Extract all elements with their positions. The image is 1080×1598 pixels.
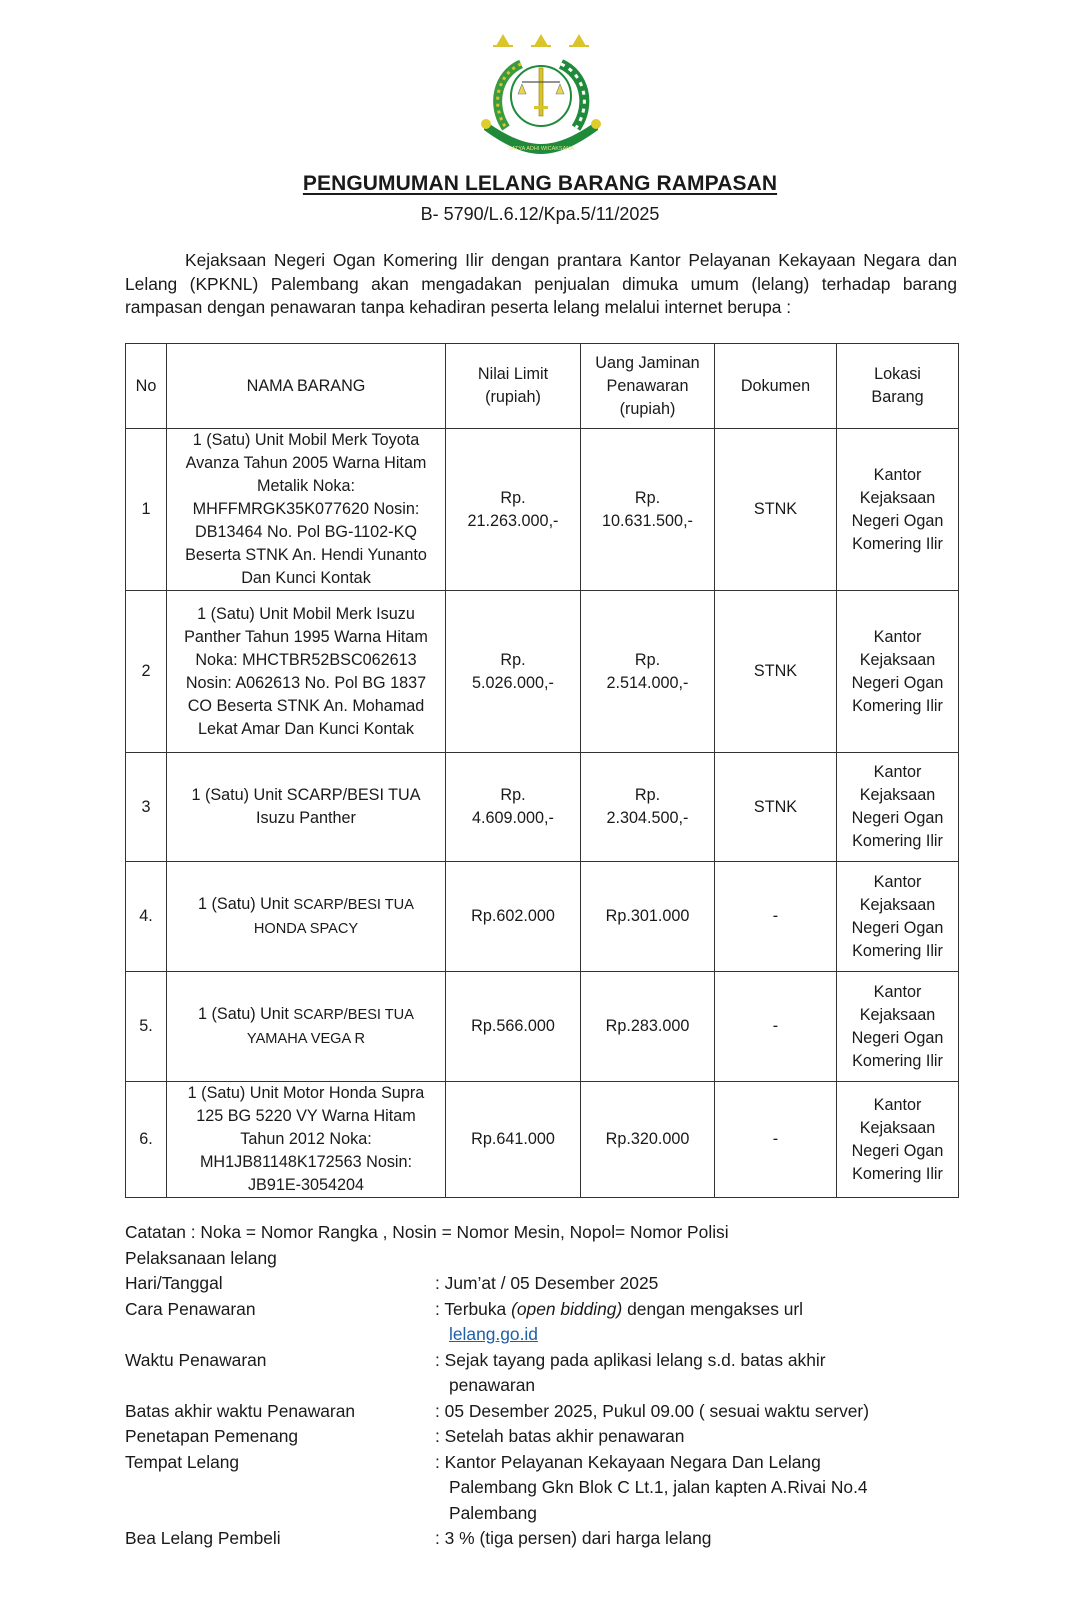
cell-lokasi: Kantor Kejaksaan Negeri Ogan Komering Ilir bbox=[837, 753, 959, 862]
cell-nama-barang: 1 (Satu) Unit Mobil Merk Isuzu Panther Tahun 1995 Warna Hitam Noka: MHCTBR52BSC062613 Nosin: A062613 No. Pol BG 1837 CO Beserta STNK An. Mohamad Lekat Amar Dan Kunci Kontak bbox=[167, 591, 446, 753]
cell-uang-jaminan: Rp. 10.631.500,- bbox=[581, 429, 715, 591]
detail-label: Cara Penawaran bbox=[125, 1298, 256, 1319]
detail-value bbox=[435, 1297, 965, 1348]
cell-nilai-limit: Rp. 5.026.000,- bbox=[446, 591, 581, 753]
cell-lokasi: Kantor Kejaksaan Negeri Ogan Komering Ilir bbox=[837, 591, 959, 753]
detail-row-hari bbox=[125, 1271, 965, 1297]
cell-uang-jaminan: Rp. 2.304.500,- bbox=[581, 753, 715, 862]
table-row bbox=[126, 753, 959, 862]
page-title: PENGUMUMAN LELANG BARANG RAMPASAN bbox=[302, 172, 778, 195]
detail-row-waktu bbox=[125, 1348, 965, 1399]
detail-label: Batas akhir waktu Penawaran bbox=[125, 1400, 356, 1421]
detail-row-tempat bbox=[125, 1450, 965, 1527]
cell-uang-jaminan: Rp.283.000 bbox=[581, 972, 715, 1082]
tempat-line-3: Palembang bbox=[449, 1502, 537, 1523]
table-header-row bbox=[126, 344, 959, 429]
auction-items-table bbox=[125, 343, 959, 1198]
tempat-line-2: Palembang Gkn Blok C Lt.1, jalan kapten A.Rivai No.4 bbox=[449, 1477, 868, 1497]
header-dokumen: Dokumen bbox=[715, 344, 837, 429]
cell-dokumen: STNK bbox=[715, 591, 837, 753]
detail-row-bea bbox=[125, 1526, 965, 1552]
detail-value: : 05 Desember 2025, Pukul 09.00 ( sesuai waktu server) bbox=[435, 1400, 870, 1421]
cell-lokasi: Kantor Kejaksaan Negeri Ogan Komering Ilir bbox=[837, 1082, 959, 1198]
nama-barang-detail: SCARP/BESI TUA YAMAHA VEGA R bbox=[246, 1006, 414, 1047]
cell-nilai-limit: Rp.602.000 bbox=[446, 862, 581, 972]
detail-label: Bea Lelang Pembeli bbox=[125, 1528, 281, 1548]
cara-suffix: dengan mengakses url bbox=[622, 1298, 804, 1319]
cell-no: 5. bbox=[126, 972, 167, 1082]
cell-dokumen: - bbox=[715, 1082, 837, 1198]
detail-value: : Jum’at / 05 Desember 2025 bbox=[435, 1273, 659, 1293]
header-lokasi: Lokasi Barang bbox=[837, 344, 959, 429]
header-nama-barang: NAMA BARANG bbox=[167, 344, 446, 429]
cell-no: 3 bbox=[126, 753, 167, 862]
waktu-line-2: penawaran bbox=[449, 1375, 536, 1395]
table-row bbox=[126, 429, 959, 591]
cell-nilai-limit: Rp.566.000 bbox=[446, 972, 581, 1082]
cell-nama-barang: 1 (Satu) Unit Mobil Merk Toyota Avanza Tahun 2005 Warna Hitam Metalik Noka: MHFFMRGK35K077620 Nosin: DB13464 No. Pol BG-1102-KQ Beserta STNK An. Hendi Yunanto Dan Kunci Kontak bbox=[167, 429, 446, 591]
detail-label: Penetapan Pemenang bbox=[125, 1426, 299, 1446]
cell-no: 2 bbox=[126, 591, 167, 753]
detail-label: Hari/Tanggal bbox=[125, 1273, 223, 1293]
cell-nilai-limit: Rp.641.000 bbox=[446, 1082, 581, 1198]
cell-dokumen: - bbox=[715, 972, 837, 1082]
table-row bbox=[126, 862, 959, 972]
detail-value: : 3 % (tiga persen) dari harga lelang bbox=[435, 1528, 712, 1548]
cara-italic: (open bidding) bbox=[511, 1298, 623, 1319]
cell-nama-barang bbox=[167, 972, 446, 1082]
cell-no: 4. bbox=[126, 862, 167, 972]
table-row bbox=[126, 972, 959, 1082]
cara-prefix: : Terbuka bbox=[435, 1298, 512, 1319]
cell-lokasi: Kantor Kejaksaan Negeri Ogan Komering Ilir bbox=[837, 429, 959, 591]
cell-dokumen: - bbox=[715, 862, 837, 972]
header-no: No bbox=[126, 344, 167, 429]
nama-barang-detail: SCARP/BESI TUA HONDA SPACY bbox=[253, 896, 414, 937]
cell-lokasi: Kantor Kejaksaan Negeri Ogan Komering Ilir bbox=[837, 972, 959, 1082]
table-row bbox=[126, 591, 959, 753]
header-uang-jaminan: Uang Jaminan Penawaran (rupiah) bbox=[581, 344, 715, 429]
nama-barang-prefix: 1 (Satu) Unit bbox=[198, 1004, 289, 1023]
cell-no: 1 bbox=[126, 429, 167, 591]
table-row bbox=[126, 1082, 959, 1198]
cell-nama-barang: 1 (Satu) Unit SCARP/BESI TUA Isuzu Panther bbox=[167, 753, 446, 862]
header-nilai-limit: Nilai Limit (rupiah) bbox=[446, 344, 581, 429]
section-title-pelaksanaan: Pelaksanaan lelang bbox=[125, 1247, 277, 1268]
svg-text:SATYA ADHI WICAKSANA: SATYA ADHI WICAKSANA bbox=[508, 146, 574, 152]
cell-nama-barang bbox=[167, 862, 446, 972]
cell-uang-jaminan: Rp. 2.514.000,- bbox=[581, 591, 715, 753]
nama-barang-prefix: 1 (Satu) Unit bbox=[198, 894, 289, 913]
cell-nama-barang: 1 (Satu) Unit Motor Honda Supra 125 BG 5220 VY Warna Hitam Tahun 2012 Noka: MH1JB81148K172563 Nosin: JB91E-3054204 bbox=[167, 1082, 446, 1198]
cell-no: 6. bbox=[126, 1082, 167, 1198]
waktu-line-1: : Sejak tayang pada aplikasi lelang s.d. batas akhir bbox=[435, 1349, 826, 1370]
intro-paragraph: Kejaksaan Negeri Ogan Komering Ilir dengan prantara Kantor Pelayanan Kekayaan Negara dan Lelang (KPKNL) Palembang akan mengadakan penjualan dimuka umum (lelang) terhadap barang rampasan dengan penawaran tanpa kehadiran peserta lelang melalui internet berupa : bbox=[125, 250, 957, 317]
document-number: B- 5790/L.6.12/Kpa.5/11/2025 bbox=[420, 204, 660, 224]
kejaksaan-logo-icon bbox=[476, 28, 606, 156]
tempat-line-1: : Kantor Pelayanan Kekayaan Negara Dan Lelang bbox=[435, 1451, 821, 1472]
detail-row-batas bbox=[125, 1399, 965, 1425]
detail-value bbox=[435, 1450, 965, 1527]
cell-dokumen: STNK bbox=[715, 753, 837, 862]
cell-uang-jaminan: Rp.301.000 bbox=[581, 862, 715, 972]
auction-notes bbox=[125, 1220, 965, 1552]
detail-value: : Setelah batas akhir penawaran bbox=[435, 1426, 685, 1446]
detail-label: Waktu Penawaran bbox=[125, 1349, 267, 1370]
lelang-link[interactable]: lelang.go.id bbox=[449, 1324, 538, 1344]
detail-value bbox=[435, 1348, 965, 1399]
cell-lokasi: Kantor Kejaksaan Negeri Ogan Komering Ilir bbox=[837, 862, 959, 972]
cell-nilai-limit: Rp. 21.263.000,- bbox=[446, 429, 581, 591]
detail-label: Tempat Lelang bbox=[125, 1451, 240, 1472]
catatan-note: Catatan : Noka = Nomor Rangka , Nosin = Nomor Mesin, Nopol= Nomor Polisi bbox=[125, 1222, 729, 1242]
detail-row-cara bbox=[125, 1297, 965, 1348]
detail-row-penetapan bbox=[125, 1424, 965, 1450]
cell-dokumen: STNK bbox=[715, 429, 837, 591]
cell-nilai-limit: Rp. 4.609.000,- bbox=[446, 753, 581, 862]
cell-uang-jaminan: Rp.320.000 bbox=[581, 1082, 715, 1198]
